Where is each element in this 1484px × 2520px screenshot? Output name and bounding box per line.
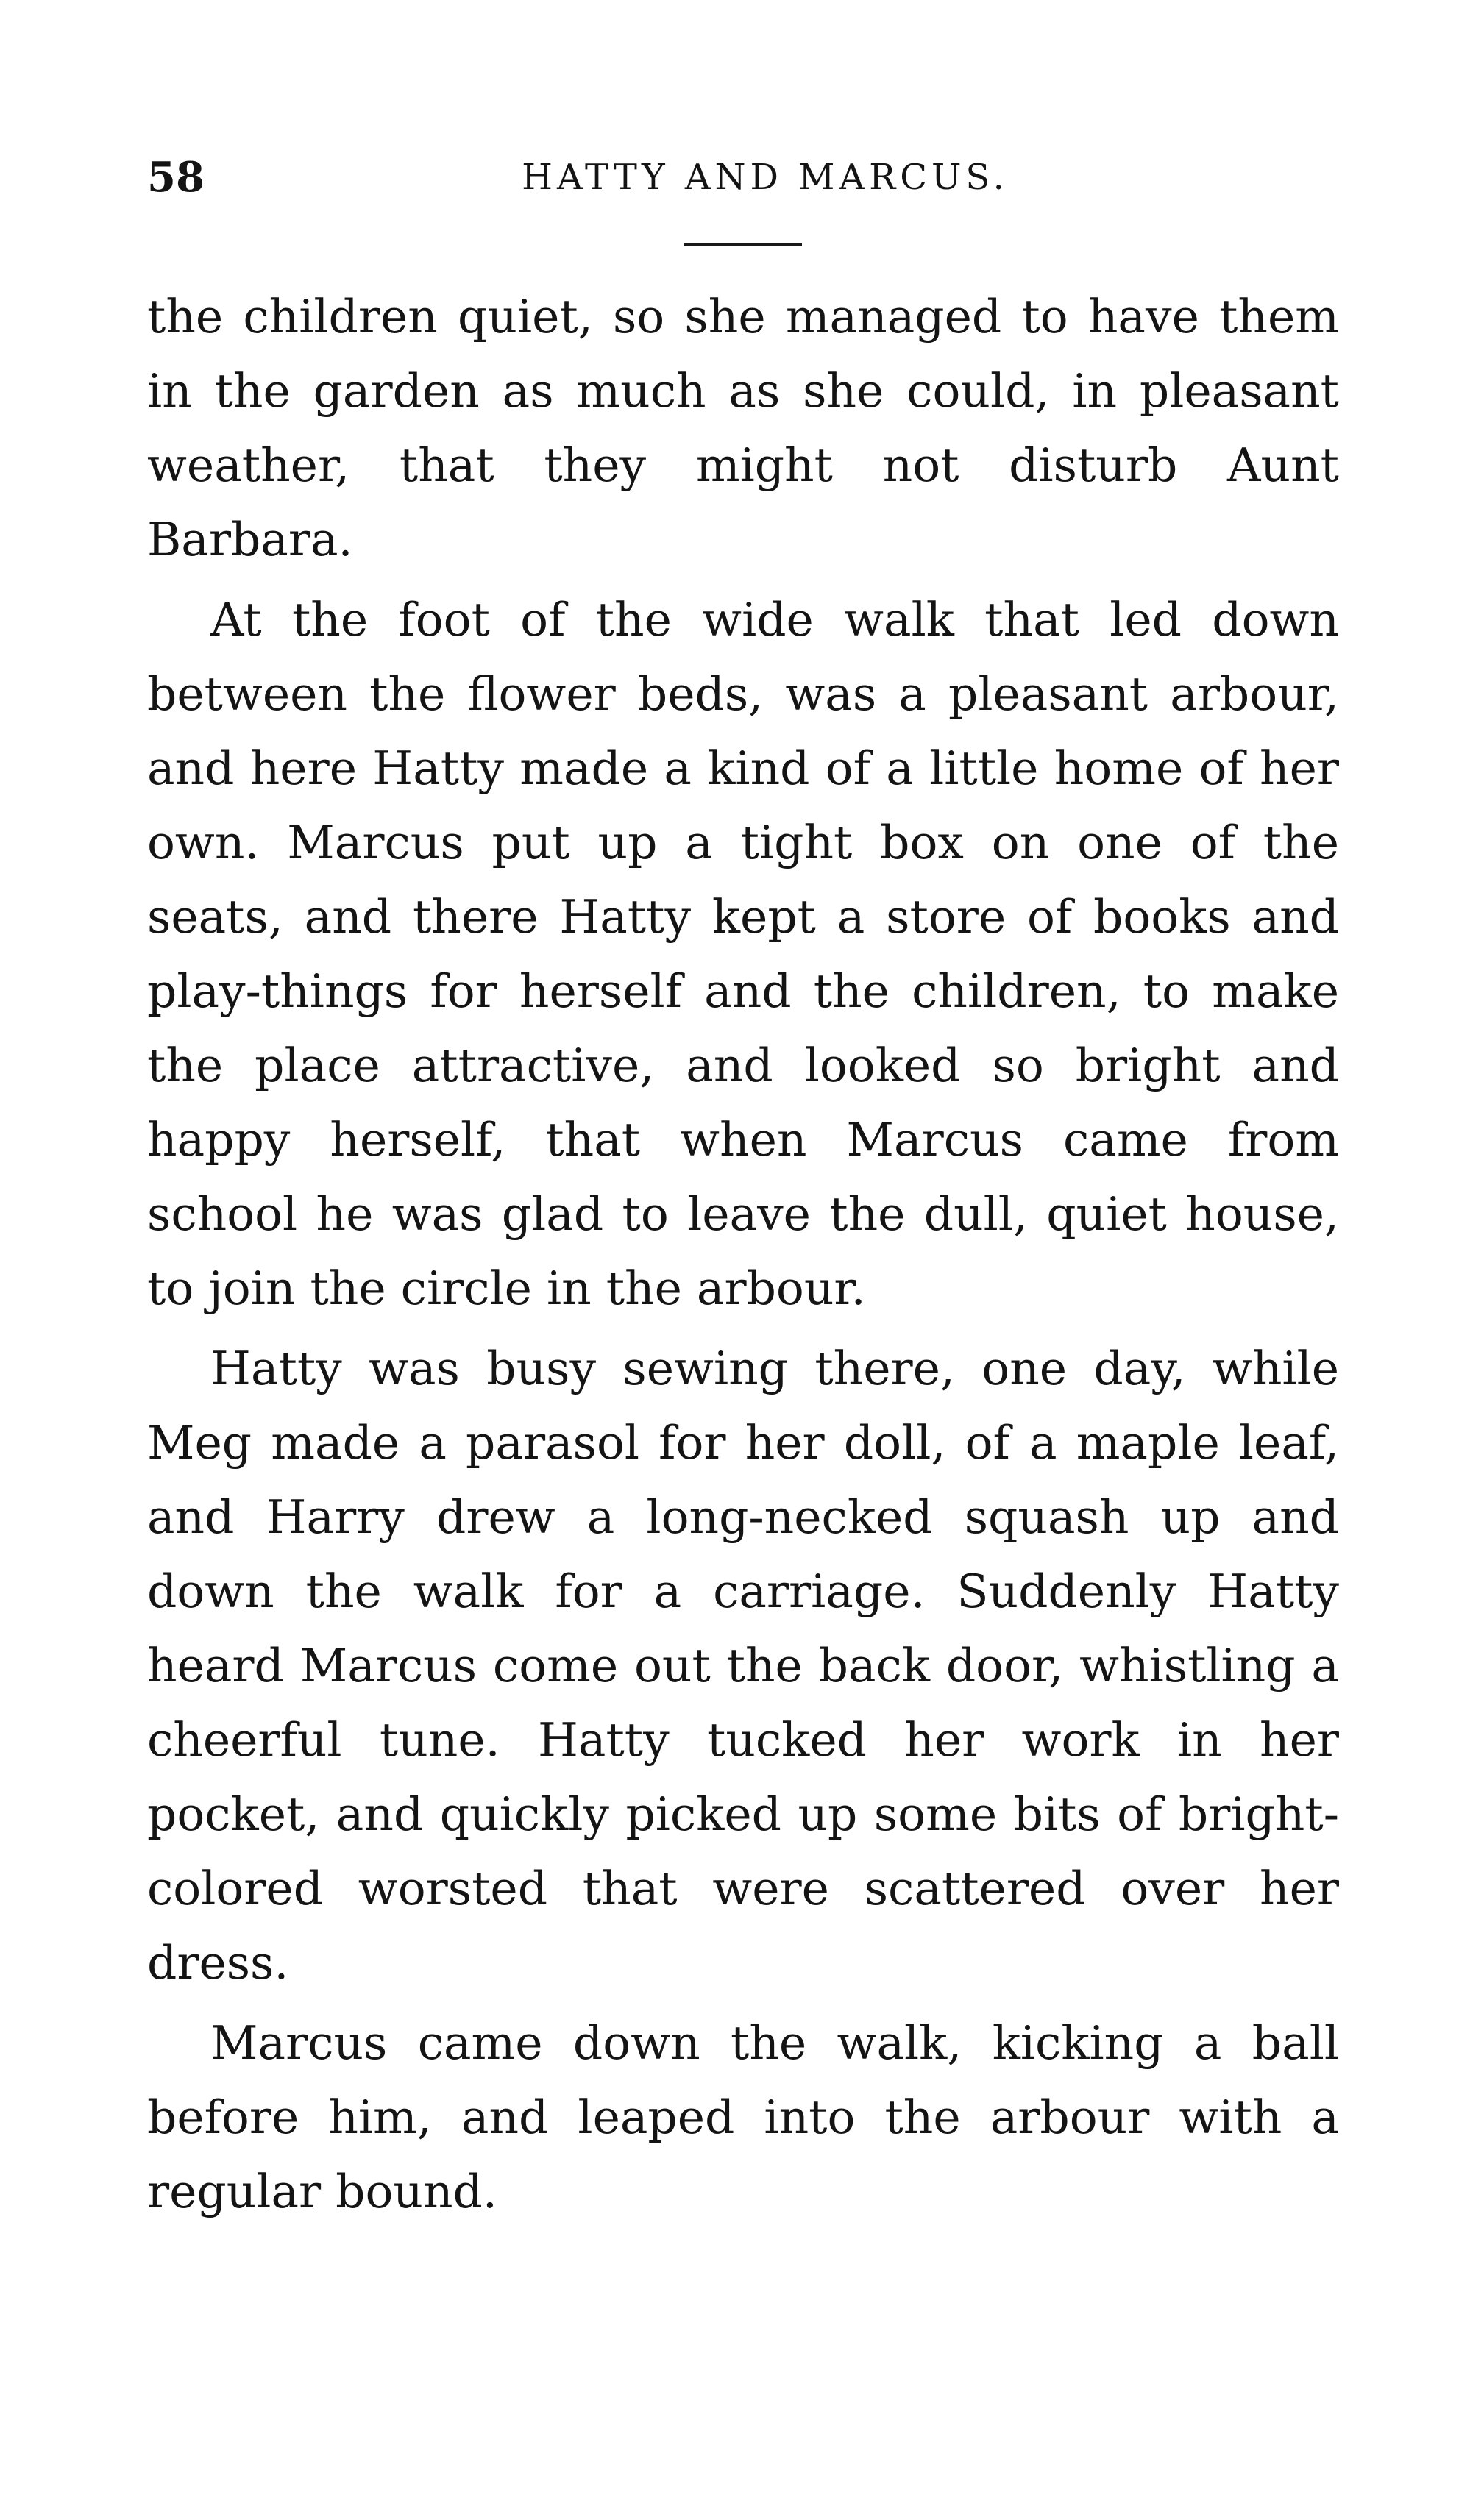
running-title: HATTY AND MARCUS. — [522, 157, 1009, 198]
paragraph-continued: the children quiet, so she managed to have them in the garden as much as she could, in pleasant weather, that they might not disturb Aunt Barbara. — [147, 290, 1339, 566]
paragraph-arbour: At the foot of the wide walk that led down between the flower beds, was a pleasant arbour, and here Hatty made a kind of a little home of her own. Marcus put up a tight box on one of the seats, and there Hatty kept a store of books and play-things for herself and the children, to make the place attractive, and looked so bright and happy herself, that when Marcus came from school he was glad to leave the dull, quiet house, to join the circle in the arbour. — [147, 593, 1339, 1315]
body-text — [147, 280, 1339, 2229]
header-rule — [684, 243, 802, 246]
page-header — [147, 144, 1339, 210]
page-number: 58 — [147, 153, 205, 202]
paragraph-hatty-sewing: Hatty was busy sewing there, one day, while Meg made a parasol for her doll, of a maple leaf, and Harry drew a long-necked squash up and down the walk for a carriage. Suddenly Hatty heard Marcus come out the back door, whistling a cheerful tune. Hatty tucked her work in her pocket, and quickly picked up some bits of bright-colored worsted that were scattered over her dress. — [147, 1342, 1339, 1990]
paragraph-marcus-ball: Marcus came down the walk, kicking a ball before him, and leaped into the arbour with a regular bound. — [147, 2016, 1339, 2218]
